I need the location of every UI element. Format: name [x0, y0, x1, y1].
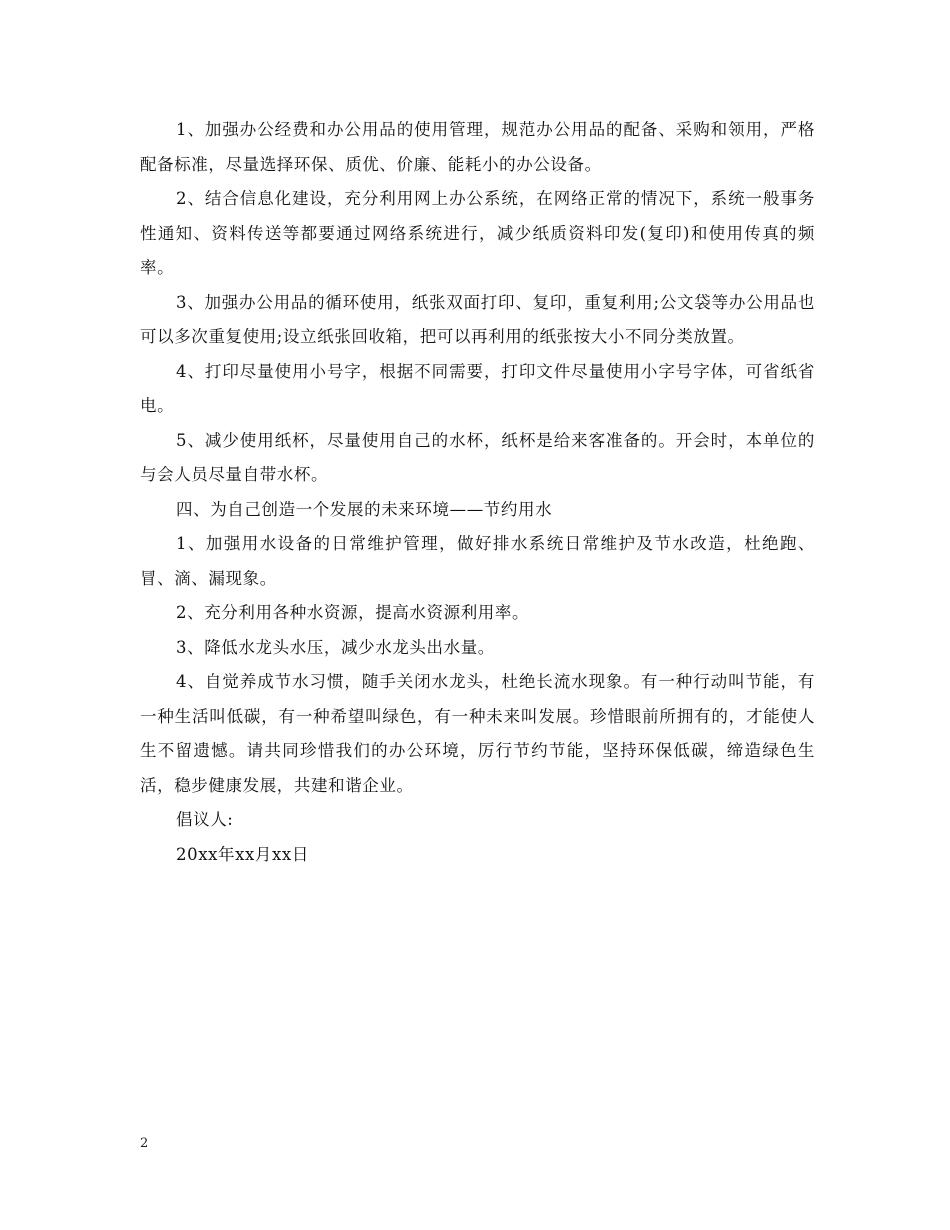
- document-body: [140, 113, 815, 872]
- section-heading-save-water: 四、为自己创造一个发展的未来环境——节约用水: [176, 499, 553, 519]
- paragraph-water-equipment-maintenance: 1、加强用水设备的日常维护管理，做好排水系统日常维护及节水改造，杜绝跑、冒、滴、漏现象。: [140, 534, 815, 588]
- paragraph-use-water-resources: 2、充分利用各种水资源，提高水资源利用率。: [176, 603, 530, 622]
- paragraph-water-saving-habits: 4、自觉养成节水习惯，随手关闭水龙头，杜绝长流水现象。有一种行动叫节能，有一种生活叫低碳，有一种希望叫绿色，有一种未来叫发展。珍惜眼前所拥有的，才能使人生不留遗憾。请共同珍惜我们的办公环境，厉行节约节能，坚持环保低碳，缔造绿色生活，稳步健康发展，共建和谐企业。: [140, 672, 815, 795]
- paragraph-office-expense-management: 1、加强办公经费和办公用品的使用管理，规范办公用品的配备、采购和领用，严格配备标准，尽量选择环保、质优、价廉、能耗小的办公设备。: [140, 120, 815, 174]
- paragraph-reduce-tap-pressure: 3、降低水龙头水压，减少水龙头出水量。: [176, 637, 495, 657]
- page-number: 2: [140, 1136, 149, 1151]
- paragraph-recycle-office-supplies: 3、加强办公用品的循环使用，纸张双面打印、复印，重复利用;公文袋等办公用品也可以多次重复使用;设立纸张回收箱，把可以再利用的纸张按大小不同分类放置。: [140, 292, 815, 346]
- initiator-label: 倡议人:: [176, 810, 234, 829]
- date-line: 20xx年xx月xx日: [176, 844, 309, 864]
- paragraph-small-font-printing: 4、打印尽量使用小号字，根据不同需要，打印文件尽量使用小字号字体，可省纸省电。: [140, 361, 815, 415]
- paragraph-online-office-system: 2、结合信息化建设，充分利用网上办公系统，在网络正常的情况下，系统一般事务性通知、资料传送等都要通过网络系统进行，减少纸质资料印发(复印)和使用传真的频率。: [140, 189, 815, 277]
- paragraph-reduce-paper-cups: 5、减少使用纸杯，尽量使用自己的水杯，纸杯是给来客准备的。开会时，本单位的与会人员尽量自带水杯。: [140, 430, 815, 484]
